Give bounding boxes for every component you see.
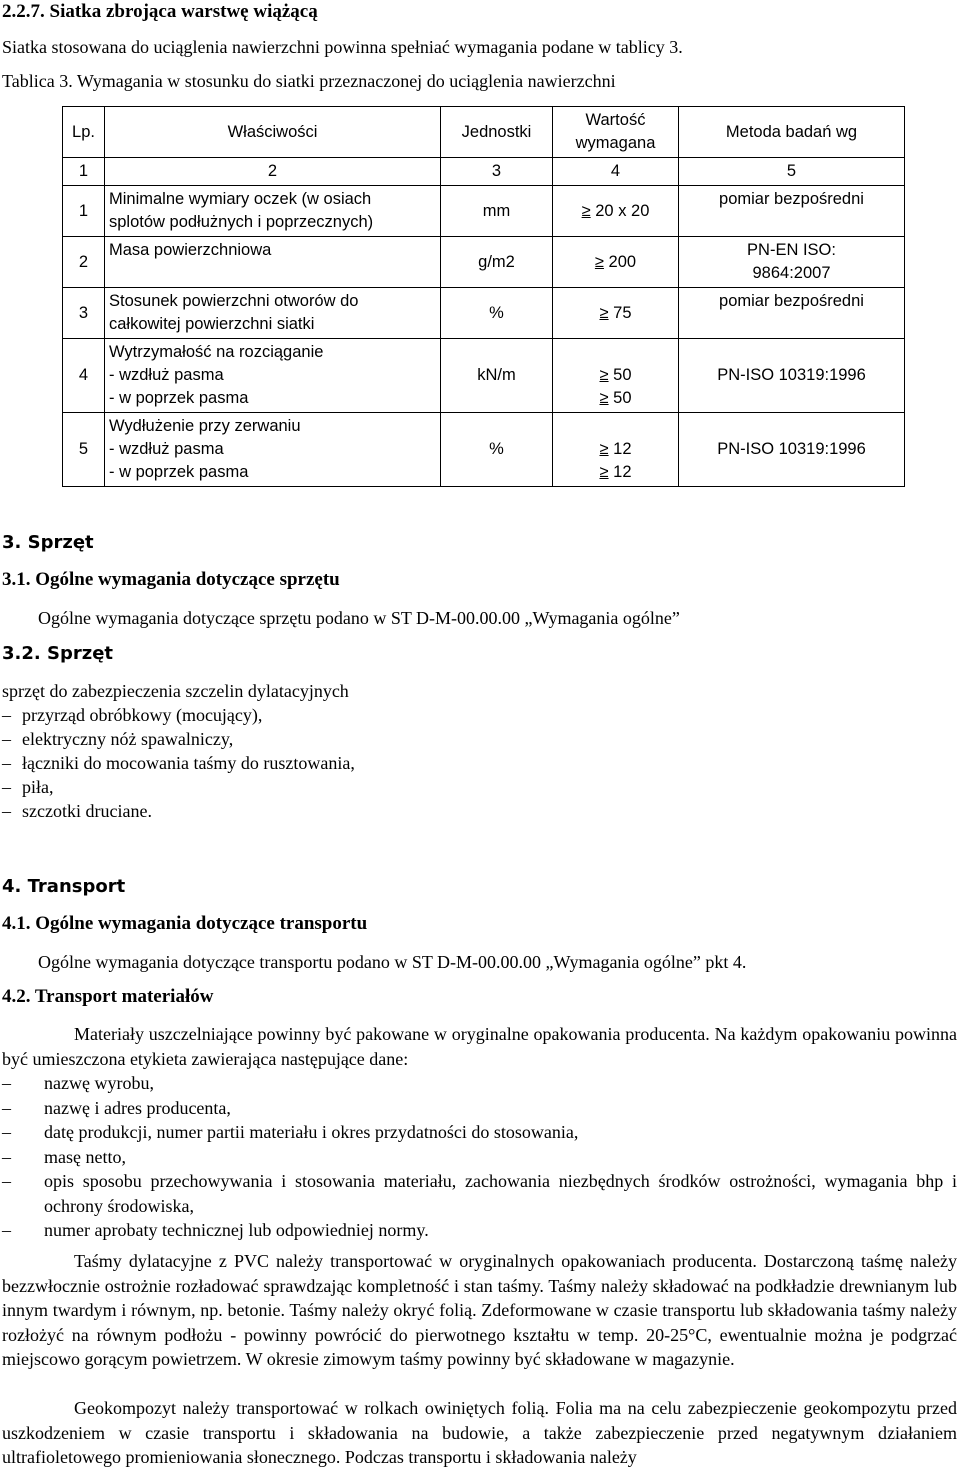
list-item: – przyrząd obróbkowy (mocujący), [2,703,355,727]
property-line: Stosunek powierzchni otworów do [109,292,359,310]
method-line: PN-EN ISO: [747,241,836,259]
value-text: 200 [603,252,637,271]
header-unit: Jednostki [441,107,553,158]
requirements-table [62,106,905,487]
intro-paragraph: Siatka stosowana do uciąglenia nawierzchni powinna spełniać wymagania podane w tablicy 3. [2,37,683,57]
row-unit: % [441,288,553,339]
row-lp: 1 [63,186,105,237]
value-text: 12 [608,463,632,481]
row-property [105,413,441,487]
column-number: 5 [679,158,905,186]
row-lp: 5 [63,413,105,487]
table-row [63,339,905,413]
row-method: pomiar bezpośredni [679,288,905,339]
subsection-heading-4-1: 4.1. Ogólne wymagania dotyczące transportu [2,913,368,934]
row-unit: g/m2 [441,237,553,288]
paragraph-pvc-tapes: Taśmy dylatacyjne z PVC należy transportować w oryginalnych opakowaniach producenta. Dostarczoną taśmę należy bezzwłocznie ostrożnie rozładować sprawdzając kompletność i stan taśmy. Taśmy należy składować na podkładzie drewnianym lub innym twardym i równym, np. betonie. Taśmy należy okryć folią. Zdeformowane w czasie transportu lub składowania taśmy należy rozłożyć na równym podłożu - powinny powrócić do pierwotnego kształtu w temp. 20-25°C, ewentualnie można je podgrzać miejscowo gorącym powietrzem. W okresie zimowym taśmy powinny być składowane w magazynie. [2,1251,957,1369]
paragraph-packaging: Materiały uszczelniające powinny być pakowane w oryginalne opakowania producenta. Na każdym opakowaniu powinna być umieszczona etykieta zawierająca następujące dane: [2,1024,957,1069]
list-item: – nazwę i adres producenta, [2,1096,957,1121]
equipment-list [2,703,355,823]
value-text: 75 [608,303,632,322]
row-method: PN-ISO 10319:1996 [679,413,905,487]
header-value [553,107,679,158]
row-method [679,237,905,288]
value-text: 50 [608,366,632,384]
row-property: Masa powierzchniowa [105,237,441,288]
value-text: 20 x 20 [590,201,650,220]
property-line: całkowitej powierzchni siatki [109,315,315,333]
subsection-3-1-text: Ogólne wymagania dotyczące sprzętu podano w ST D-M-00.00.00 „Wymagania ogólne” [38,608,680,628]
list-item: – łączniki do mocowania taśmy do rusztowania, [2,751,355,775]
paragraph-geocomposite: Geokompozyt należy transportować w rolkach owiniętych folią. Folia ma na celu zabezpieczenie geokompozytu przed uszkodzeniem w czasie transportu i składowania na budowie, a także zabezpieczenie przed negatywnym działaniem ultrafioletowego promieniowania słonecznego. Podczas transportu i składowania należy [2,1398,957,1467]
header-lp: Lp. [63,107,105,158]
header-value-line1: Wartość [585,111,646,129]
property-line: Wydłużenie przy zerwaniu [109,417,301,435]
ge-symbol: ≥ [581,201,591,220]
list-item: – szczotki druciane. [2,799,355,823]
list-item: – elektryczny nóż spawalniczy, [2,727,355,751]
table-row [63,413,905,487]
property-line: - w poprzek pasma [109,389,249,407]
header-value-line2: wymagana [575,134,656,152]
header-method: Metoda badań wg [679,107,905,158]
property-line: Wytrzymałość na rozciąganie [109,343,324,361]
ge-symbol: ≥ [599,463,609,481]
column-number: 1 [63,158,105,186]
value-line [557,438,674,461]
list-item: – opis sposobu przechowywania i stosowania materiału, zachowania niezbędnych środków ostrożności, wymagania bhp i ochrony środowiska, [2,1169,957,1218]
row-lp: 4 [63,339,105,413]
subsection-heading-3-1: 3.1. Ogólne wymagania dotyczące sprzętu [2,569,340,590]
ge-symbol: ≥ [594,252,604,271]
property-line: - wzdłuż pasma [109,366,224,384]
column-number: 3 [441,158,553,186]
property-line: splotów podłużnych i poprzecznych) [109,213,374,231]
row-unit: mm [441,186,553,237]
row-lp: 3 [63,288,105,339]
table-caption: Tablica 3. Wymagania w stosunku do siatki przeznaczonej do uciąglenia nawierzchni [2,71,616,91]
row-unit: % [441,413,553,487]
section-heading-2-2-7: 2.2.7. Siatka zbrojąca warstwę wiążącą [2,1,318,22]
row-property [105,288,441,339]
row-value [553,413,679,487]
row-value [553,288,679,339]
property-line: - wzdłuż pasma [109,440,224,458]
value-line [557,461,674,484]
table-row [63,186,905,237]
value-text: 50 [608,389,632,407]
table-row [63,288,905,339]
column-number: 4 [553,158,679,186]
subsection-4-1-text: Ogólne wymagania dotyczące transportu podano w ST D-M-00.00.00 „Wymagania ogólne” pkt 4. [38,952,747,972]
header-properties: Właściwości [105,107,441,158]
subsection-heading-4-2: 4.2. Transport materiałów [2,986,214,1007]
row-value [553,339,679,413]
row-property [105,186,441,237]
subsection-heading-3-2: 3.2. Sprzęt [2,643,114,664]
row-value [553,237,679,288]
table-header-row [63,107,905,158]
list-item: – numer aprobaty technicznej lub odpowiedniej normy. [2,1218,957,1243]
row-method: PN-ISO 10319:1996 [679,339,905,413]
row-lp: 2 [63,237,105,288]
ge-symbol: ≥ [599,440,609,458]
list-item: – piła, [2,775,355,799]
equipment-intro: sprzęt do zabezpieczenia szczelin dylatacyjnych [2,681,349,701]
ge-symbol: ≥ [599,389,609,407]
list-item: – nazwę wyrobu, [2,1071,957,1096]
value-line [557,364,674,387]
method-line: 9864:2007 [752,264,831,282]
section-heading-4: 4. Transport [2,876,126,897]
list-item: – datę produkcji, numer partii materiału i okres przydatności do stosowania, [2,1120,957,1145]
ge-symbol: ≥ [599,366,609,384]
property-line: - w poprzek pasma [109,463,249,481]
table-column-numbers-row [63,158,905,186]
section-heading-3: 3. Sprzęt [2,532,94,553]
row-unit: kN/m [441,339,553,413]
row-method: pomiar bezpośredni [679,186,905,237]
value-line [557,387,674,410]
row-value [553,186,679,237]
value-text: 12 [608,440,632,458]
row-property [105,339,441,413]
table-row [63,237,905,288]
label-data-list [2,1071,957,1243]
list-item: – masę netto, [2,1145,957,1170]
column-number: 2 [105,158,441,186]
ge-symbol: ≥ [599,303,609,322]
property-line: Minimalne wymiary oczek (w osiach [109,190,372,208]
